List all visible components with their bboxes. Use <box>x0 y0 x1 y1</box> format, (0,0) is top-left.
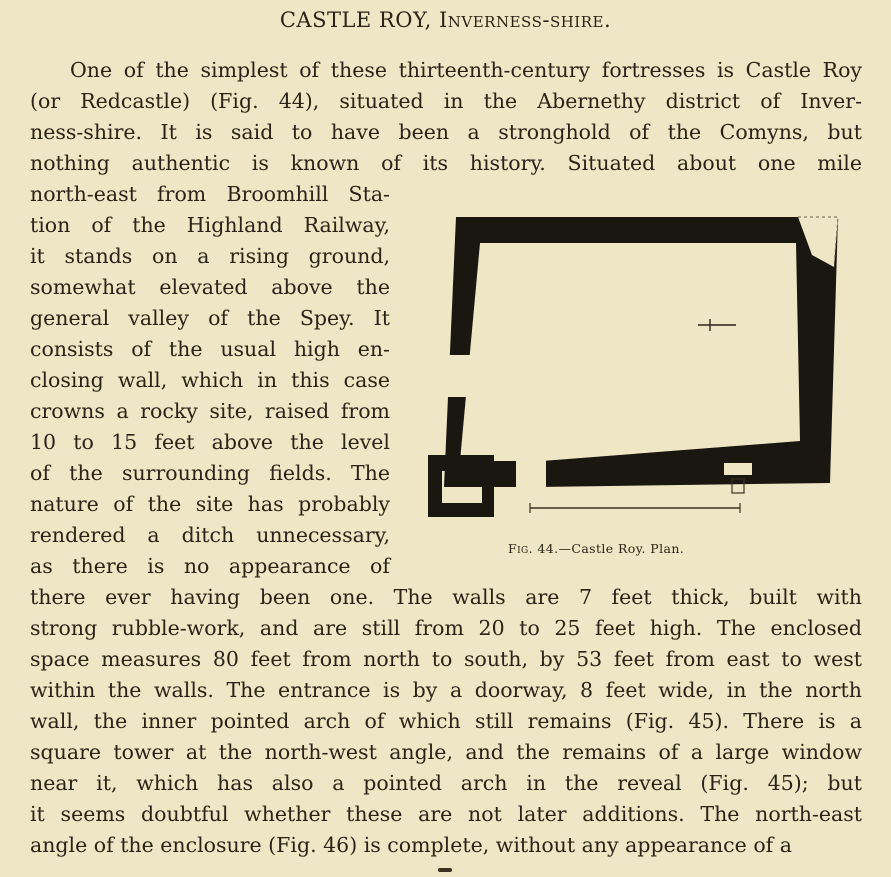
heading-title: CASTLE ROY, <box>279 8 432 32</box>
text-line: north-east from Broomhill Sta- <box>30 182 390 206</box>
text-line: (or Redcastle) (Fig. 44), situated in the Abernethy district of Inver- <box>30 89 862 113</box>
west-window-gap <box>440 355 470 397</box>
castle-plan-figure <box>420 205 860 545</box>
text-line: consists of the usual high en- <box>30 337 390 361</box>
north-doorway-gap <box>516 457 546 493</box>
text-line: it stands on a rising ground, <box>30 244 390 268</box>
figure-caption-text: —Castle Roy. Plan. <box>558 541 685 556</box>
text-line: space measures 80 feet from north to south, by 53 feet from east to west <box>30 647 862 671</box>
text-line: near it, which has also a pointed arch in the reveal (Fig. 45); but <box>30 771 862 795</box>
enclosure-wall <box>444 217 838 487</box>
text-line: as there is no appearance of <box>30 554 390 578</box>
page-signature-mark <box>438 868 452 872</box>
text-line: nature of the site has probably <box>30 492 390 516</box>
text-line: within the walls. The entrance is by a doorway, 8 feet wide, in the north <box>30 678 862 702</box>
postern-gap <box>724 463 752 475</box>
text-line: One of the simplest of these thirteenth-century fortresses is Castle Roy <box>70 58 862 82</box>
text-line: wall, the inner pointed arch of which still remains (Fig. 45). There is a <box>30 709 862 733</box>
text-line: strong rubble-work, and are still from 20 to 25 feet high. The enclosed <box>30 616 862 640</box>
text-line: ness-shire. It is said to have been a stronghold of the Comyns, but <box>30 120 862 144</box>
text-line: nothing authentic is known of its history. Situated about one mile <box>30 151 862 175</box>
figure-caption <box>508 541 684 556</box>
text-line: there ever having been one. The walls are 7 feet thick, built with <box>30 585 862 609</box>
text-line: crowns a rocky site, raised from <box>30 399 390 423</box>
text-line: 10 to 15 feet above the level <box>30 430 390 454</box>
figure-caption-label: Fig. 44. <box>508 541 559 556</box>
page-heading <box>0 8 891 32</box>
text-line: somewhat elevated above the <box>30 275 390 299</box>
castle-plan-drawing <box>420 205 860 545</box>
text-line: angle of the enclosure (Fig. 46) is complete, without any appearance of a <box>30 833 792 857</box>
heading-subtitle: Inverness-shire. <box>438 8 612 32</box>
text-line: it seems doubtful whether these are not later additions. The north-east <box>30 802 862 826</box>
text-line: general valley of the Spey. It <box>30 306 390 330</box>
text-line: tion of the Highland Railway, <box>30 213 390 237</box>
text-line: rendered a ditch unnecessary, <box>30 523 390 547</box>
text-line: square tower at the north-west angle, and the remains of a large window <box>30 740 862 764</box>
text-line: closing wall, which in this case <box>30 368 390 392</box>
text-line: of the surrounding fields. The <box>30 461 390 485</box>
